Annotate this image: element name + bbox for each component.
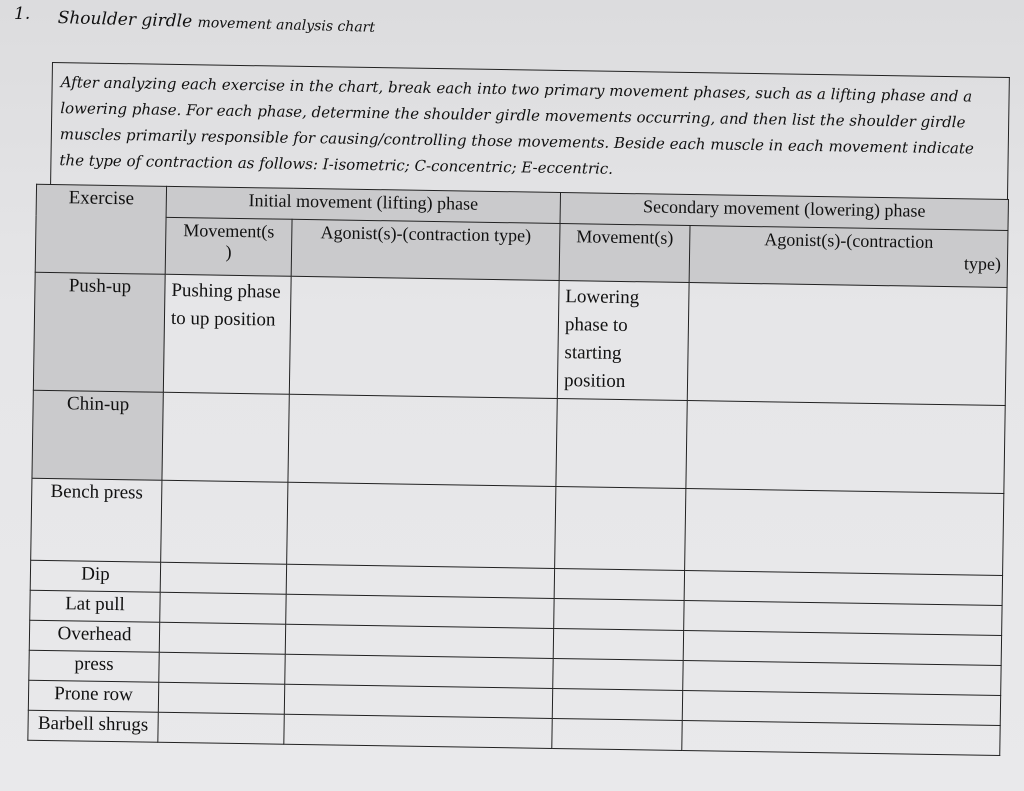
initial-movement-cell[interactable] <box>162 392 289 482</box>
title-main: Shoulder girdle <box>57 8 193 32</box>
initial-movement-cell[interactable] <box>161 480 288 564</box>
secondary-agonist-cell[interactable] <box>682 690 1000 725</box>
initial-movement-cell[interactable] <box>158 682 284 714</box>
secondary-movement-cell[interactable] <box>553 628 683 660</box>
exercise-cell: Bench press <box>31 478 162 562</box>
secondary-agonist-cell[interactable] <box>686 401 1005 494</box>
title-rest: movement analysis chart <box>197 14 376 36</box>
secondary-movement-cell[interactable] <box>554 598 684 630</box>
secondary-movement-cell[interactable] <box>552 718 682 750</box>
worksheet <box>37 62 1018 791</box>
agonist2-header-a: Agonist(s)-(contraction <box>764 229 934 252</box>
secondary-movement-cell[interactable] <box>555 486 686 570</box>
initial-phase-header: Initial movement (lifting) phase <box>166 186 560 223</box>
table-row <box>31 478 1004 575</box>
secondary-movement-cell[interactable]: Lowering phase to starting position <box>557 280 689 400</box>
secondary-movement-cell[interactable] <box>553 658 683 690</box>
secondary-agonist-cell[interactable] <box>683 660 1001 695</box>
exercise-cell: Push-up <box>33 272 165 392</box>
exercise-cell: Overhead <box>29 620 159 652</box>
secondary-agonist-cell[interactable] <box>684 600 1002 635</box>
initial-movement-cell[interactable] <box>159 622 285 654</box>
initial-agonist-cell[interactable] <box>286 564 554 598</box>
secondary-movement-cell[interactable] <box>552 688 682 720</box>
movement-header-a: Movement(s <box>183 220 275 242</box>
exercise-cell: Barbell shrugs <box>28 710 158 742</box>
agonist-header: Agonist(s)-(contraction type) <box>291 219 560 280</box>
initial-agonist-cell[interactable] <box>284 714 552 748</box>
exercise-cell: Dip <box>30 560 160 592</box>
movement2-header: Movement(s) <box>559 223 690 282</box>
exercise-cell: Chin-up <box>32 390 163 480</box>
exercise-header: Exercise <box>35 184 166 274</box>
initial-movement-cell[interactable] <box>158 712 284 744</box>
initial-movement-cell[interactable] <box>159 652 285 684</box>
initial-movement-cell[interactable]: Pushing phase to up position <box>163 274 291 394</box>
exercise-cell: Prone row <box>28 680 158 712</box>
initial-agonist-cell[interactable] <box>289 276 559 398</box>
initial-agonist-cell[interactable] <box>288 394 557 486</box>
secondary-agonist-cell[interactable] <box>682 720 1000 755</box>
movement-header <box>165 217 292 276</box>
instructions-box: After analyzing each exercise in the chart, break each into two primary movement phases, such as a lifting phase and a lowering phase. For each phase, determine the shoulder girdle movements occurring, and then list the shoulder girdle muscles primarily responsible for causing/controlling those movements. Beside each muscle in each movement indicate the type of contraction as follows: I-isometric; C-concentric; E-eccentric. <box>50 62 1010 199</box>
secondary-movement-cell[interactable] <box>554 568 684 600</box>
initial-agonist-cell[interactable] <box>286 594 554 628</box>
exercise-cell: press <box>29 650 159 682</box>
initial-agonist-cell[interactable] <box>285 624 553 658</box>
initial-movement-cell[interactable] <box>160 562 286 594</box>
initial-movement-cell[interactable] <box>160 592 286 624</box>
initial-agonist-cell[interactable] <box>285 654 553 688</box>
table-row <box>33 272 1007 405</box>
secondary-agonist-cell[interactable] <box>684 570 1002 605</box>
initial-agonist-cell[interactable] <box>284 684 552 718</box>
secondary-agonist-cell[interactable] <box>683 630 1001 665</box>
agonist2-header-b: type) <box>963 253 1002 274</box>
secondary-phase-header: Secondary movement (lowering) phase <box>560 193 1008 231</box>
exercise-cell: Lat pull <box>30 590 160 622</box>
movement-header-b: ) <box>225 241 232 262</box>
table-row <box>32 390 1005 493</box>
secondary-agonist-cell[interactable] <box>687 283 1007 406</box>
movement-analysis-table <box>27 184 1009 756</box>
secondary-agonist-cell[interactable] <box>685 489 1004 576</box>
question-number: 1. <box>14 4 31 24</box>
secondary-movement-cell[interactable] <box>556 398 687 488</box>
agonist2-header <box>689 226 1008 288</box>
initial-agonist-cell[interactable] <box>287 482 556 568</box>
